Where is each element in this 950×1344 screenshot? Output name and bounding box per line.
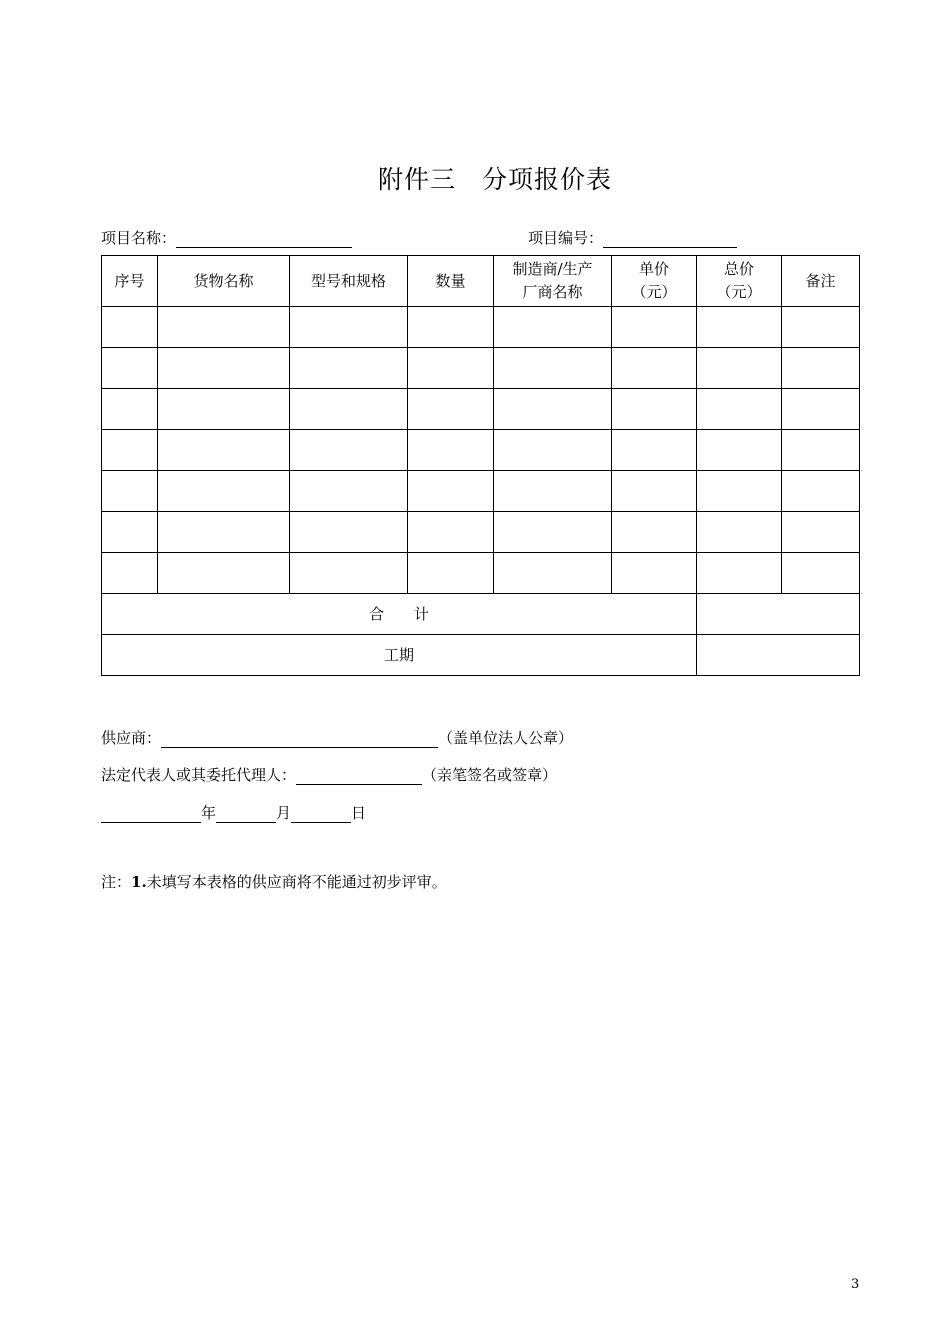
table-cell[interactable] <box>697 512 782 553</box>
table-cell[interactable] <box>612 389 697 430</box>
table-cell[interactable] <box>612 512 697 553</box>
table-cell[interactable] <box>408 430 494 471</box>
total-row <box>102 594 860 635</box>
table-row <box>102 430 860 471</box>
day-label: 日 <box>351 804 367 822</box>
table-cell[interactable] <box>408 471 494 512</box>
table-cell[interactable] <box>612 471 697 512</box>
table-cell[interactable] <box>408 512 494 553</box>
table-cell[interactable] <box>158 430 290 471</box>
table-cell[interactable] <box>158 512 290 553</box>
table-cell[interactable] <box>782 512 860 553</box>
table-cell[interactable] <box>408 389 494 430</box>
table-cell[interactable] <box>697 471 782 512</box>
supplier-field[interactable] <box>161 730 438 748</box>
footnote <box>101 871 447 892</box>
table-cell[interactable] <box>697 389 782 430</box>
header-cell: 总价 （元） <box>697 256 782 307</box>
table-cell[interactable] <box>102 307 158 348</box>
supplier-row <box>101 727 573 748</box>
table-cell[interactable] <box>290 307 408 348</box>
year-label: 年 <box>201 804 217 822</box>
project-name-label: 项目名称： <box>101 229 177 247</box>
table-cell[interactable] <box>408 307 494 348</box>
table-cell[interactable] <box>158 348 290 389</box>
table-cell[interactable] <box>290 553 408 594</box>
page-title <box>0 160 950 196</box>
representative-label: 法定代表人或其委托代理人： <box>101 766 297 784</box>
month-label: 月 <box>276 804 292 822</box>
representative-row <box>101 764 557 785</box>
day-field[interactable] <box>291 805 351 823</box>
quote-table <box>101 255 860 676</box>
table-cell[interactable] <box>612 430 697 471</box>
project-name-field[interactable] <box>176 230 352 248</box>
header-cell: 序号 <box>102 256 158 307</box>
table-cell[interactable] <box>782 430 860 471</box>
table-cell[interactable] <box>494 348 612 389</box>
project-name-row <box>101 227 352 248</box>
table-row <box>102 348 860 389</box>
table-cell[interactable] <box>782 389 860 430</box>
table-cell[interactable] <box>102 348 158 389</box>
table-header-row <box>102 256 860 307</box>
table-cell[interactable] <box>102 553 158 594</box>
header-cell: 备注 <box>782 256 860 307</box>
project-no-label: 项目编号： <box>528 229 604 247</box>
supplier-note: （盖单位法人公章） <box>438 729 574 747</box>
period-value-cell[interactable] <box>697 635 860 676</box>
table-row <box>102 512 860 553</box>
table-cell[interactable] <box>408 553 494 594</box>
table-cell[interactable] <box>782 471 860 512</box>
table-cell[interactable] <box>697 307 782 348</box>
header-cell: 单价 （元） <box>612 256 697 307</box>
table-row <box>102 471 860 512</box>
table-cell[interactable] <box>290 430 408 471</box>
note-prefix: 注： <box>101 873 132 891</box>
date-row <box>101 802 366 823</box>
table-cell[interactable] <box>290 512 408 553</box>
table-cell[interactable] <box>158 553 290 594</box>
table-cell[interactable] <box>782 307 860 348</box>
table-cell[interactable] <box>408 348 494 389</box>
header-cell: 制造商/生产 厂商名称 <box>494 256 612 307</box>
header-cell: 型号和规格 <box>290 256 408 307</box>
total-value-cell[interactable] <box>697 594 860 635</box>
page-number: 3 <box>851 1277 860 1292</box>
table-row <box>102 307 860 348</box>
supplier-label: 供应商： <box>101 729 162 747</box>
table-cell[interactable] <box>697 430 782 471</box>
period-label: 工期 <box>102 635 697 676</box>
table-cell[interactable] <box>612 553 697 594</box>
table-cell[interactable] <box>782 348 860 389</box>
table-cell[interactable] <box>158 471 290 512</box>
table-cell[interactable] <box>494 512 612 553</box>
title-part-1: 附件三 <box>377 165 456 194</box>
title-part-2: 分项报价表 <box>482 165 613 194</box>
table-cell[interactable] <box>612 307 697 348</box>
table-cell[interactable] <box>102 471 158 512</box>
note-text: 未填写本表格的供应商将不能通过初步评审。 <box>146 873 447 891</box>
header-cell: 货物名称 <box>158 256 290 307</box>
table-cell[interactable] <box>782 553 860 594</box>
project-no-field[interactable] <box>603 230 737 248</box>
table-cell[interactable] <box>290 348 408 389</box>
table-cell[interactable] <box>102 512 158 553</box>
project-no-row <box>528 227 737 248</box>
table-row <box>102 553 860 594</box>
year-field[interactable] <box>101 805 201 823</box>
table-cell[interactable] <box>290 471 408 512</box>
note-number: 1. <box>131 873 147 891</box>
table-cell[interactable] <box>290 389 408 430</box>
table-cell[interactable] <box>158 307 290 348</box>
table-cell[interactable] <box>494 307 612 348</box>
table-cell[interactable] <box>494 553 612 594</box>
header-cell: 数量 <box>408 256 494 307</box>
table-row <box>102 389 860 430</box>
representative-note: （亲笔签名或签章） <box>422 766 558 784</box>
table-cell[interactable] <box>158 389 290 430</box>
table-cell[interactable] <box>697 348 782 389</box>
table-cell[interactable] <box>494 430 612 471</box>
total-label: 合 计 <box>102 594 697 635</box>
month-field[interactable] <box>216 805 276 823</box>
representative-field[interactable] <box>296 767 422 785</box>
period-row <box>102 635 860 676</box>
table-cell[interactable] <box>612 348 697 389</box>
table-cell[interactable] <box>102 430 158 471</box>
table-cell[interactable] <box>102 389 158 430</box>
table-cell[interactable] <box>494 471 612 512</box>
table-cell[interactable] <box>697 553 782 594</box>
table-cell[interactable] <box>494 389 612 430</box>
